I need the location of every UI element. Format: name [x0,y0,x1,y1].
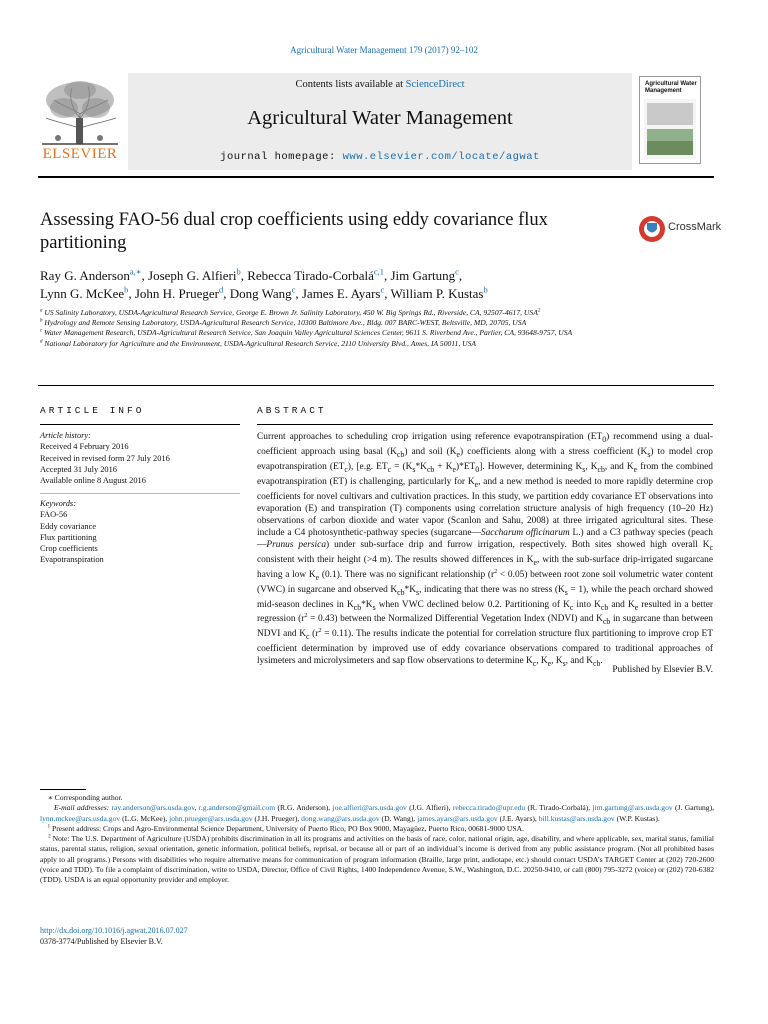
email-link[interactable]: r.g.anderson@gmail.com [198,803,276,813]
journal-reference-link[interactable]: Agricultural Water Management 179 (2017) 92–102 [290,45,478,55]
email-link[interactable]: james.ayars@ars.usda.gov [417,813,498,823]
sciencedirect-link[interactable]: ScienceDirect [405,79,465,90]
history-received: Received 4 February 2016 [40,442,129,452]
author-affiliation-sup[interactable]: c [291,284,296,295]
email-link[interactable]: bill.kustas@ars.usda.gov [538,813,615,823]
abstract-publisher-note: Published by Elsevier B.V. [612,665,713,675]
corresponding-footnote: ∗ Corresponding author. [40,793,123,802]
email-owner: (R.G. Anderson), [275,803,333,813]
author-affiliation-sup[interactable]: b [236,266,241,277]
author-name: James E. Ayars [301,286,381,301]
author-name: Dong Wang [229,286,292,301]
affiliation-key: b [40,318,43,324]
email-link[interactable]: john.prueger@ars.usda.gov [169,813,253,823]
homepage-prefix: journal homepage: [220,151,343,163]
article-history [40,430,240,486]
history-online: Available online 8 August 2016 [40,476,146,486]
email-label: E-mail addresses: [53,803,110,813]
email-separator: , [194,803,199,813]
affiliation-b [40,318,640,328]
email-link[interactable]: jim.gartung@ars.usda.gov [592,803,673,813]
author-affiliation-sup[interactable]: c [455,266,459,277]
email-owner: (J.H. Prueger), [252,813,302,823]
footnotes [40,793,714,886]
keywords-label: Keywords: [40,499,76,508]
corresponding-text: Corresponding author. [54,793,123,802]
email-link[interactable]: ray.anderson@ars.usda.gov [111,803,195,813]
email-link[interactable]: dong.wang@ars.usda.gov [301,813,380,823]
email-owner: (D. Wang), [379,813,418,823]
email-owner: (R. Tirado-Corbalá), [525,803,593,813]
abstract-body: Current approaches to scheduling crop irrigation using reference evapotranspiration $(ET_0)$ recommend using a dual-coefficient approach using basal $(K_{cb})$ and soil $(K_e)$ coefficients along with a stress coefficient $(K_s)$ to model crop evapotranspiration $(ET_c)$, [e.g. $ET_c = (K_s*K_{cb} + K_e)*ET_0$]. However, determining $K_s$, $K_{cb}$, and $K_e$ from the combined evapotranspiration (ET) is challenging, particularly for $K_e$, and a new method is needed to more rapidly determine crop coefficients for novel cultivars and cultivation practices. In this study, we partition eddy covariance ET observations into evaporation (E) and transpiration (T) components using correlation structure analysis of high frequency (10–20 Hz) observations of carbon dioxide and water vapor (Scanlon and Sahu, 2008) at three irrigated agricultural sites. These include a C4 photosynthetic-pathway species (sugarcane—Saccharum officinarum L.) and a C3 pathway species (peach—Prunus persica) under sub-surface drip and furrow irrigation, respectively. Both sites showed high overall $K_c$ consistent with their height (>4 m). The results showed differences in $K_e$, with the sub-surface drip-irrigated sugarcane having a low $K_e$ (0.1). There was no significant relationship $(r^2 < 0.05)$ between root zone soil volumetric water content (VWC) in sugarcane and observed $K_{cb}*K_s$, indicating that there was no stress $(K_s = 1)$, while the peach orchard showed mid-season declines in $K_{cb}*K_s$ when VWC declined below 0.2. Partitioning of $K_c$ into $K_{cb}$ and $K_e$ resulted in a better regression $(r^2 = 0.43)$ between the Normalized Differential Vegetation Index (NDVI) and $K_{cb}$ in sugarcane than between NDVI and $K_c$ $(r^2 = 0.11)$. The results indicate the potential for correlation structure flux partitioning to improve crop ET coefficient determination by improved use of eddy covariance observations compared to traditional approaches of lysimeters and microlysimeters and sap flow observations to determine $K_c$, $K_e$, $K_s$, and $K_{cb}$. [257,432,714,669]
author-affiliation-sup[interactable]: b [483,284,488,295]
author-name: Rebecca Tirado-Corbalá [247,268,374,283]
author-line-2: Lynn G. McKee$^b$, John H. Prueger$^d$, Dong Wang$^c$, James E. Ayars$^c$, William P. Kustas$^b$ [40,284,488,301]
email-owner: (J.E. Ayars), [497,813,539,823]
author-affiliation-sup[interactable]: c,1 [373,266,384,277]
author-name: Jim Gartung [390,268,456,283]
email-owner: (W.P. Kustas). [614,813,660,823]
crossmark-label[interactable]: CrossMark [668,221,722,233]
cover-artwork [644,99,696,159]
issn-line: 0378-3774/Published by Elsevier B.V. [40,937,163,946]
affiliation-text: National Laboratory for Agriculture and the Environment, USDA-Agricultural Research Service, 2110 University Blvd., Ames, IA 50011, USA [44,338,477,348]
email-link[interactable]: joe.alfieri@ars.usda.gov [332,803,407,813]
footnote-2-text: Note: The U.S. Department of Agriculture (USDA) prohibits discrimination in all its programs and activities on the basis of race, color, national origin, age, disability, and where applicable, sex, marital status, familial status, parental status, religion, sexual orientation, genetic information, political beliefs, reprisal, or because all or part of an individual’s income is derived from any public assistance program. (Not all prohibited bases apply to all programs.) Persons with disabilities who require alternative means for communication of program information (Braille, large print, audiotape, etc.) should contact USDA’s TARGET Center at (202) 720-2600 (voice and TDD). To file a complaint of discrimination, write to USDA, Director, Office of Civil Rights, 1400 Independence Avenue, S.W., Washington, D.C. 20250-9410, or call (800) 795-3272 (voice) or (202) 720-6382 (TDD). USDA is an equal opportunity provider and employer. [40,834,715,885]
affiliation-key: d [40,339,43,345]
header-rule [38,176,714,178]
history-label: Article history: [40,431,91,440]
keywords [40,498,240,566]
author-affiliation-sup[interactable]: d [218,284,224,295]
author-name: Ray G. Anderson [40,268,130,283]
author-affiliation-sup[interactable]: a,∗ [129,266,142,277]
journal-header-banner [128,73,632,170]
history-revised: Received in revised form 27 July 2016 [40,453,170,463]
footnote-1-text: Present address: Crops and Agro-Environmental Science Department, University of Puerto Rico, PO Box 9000, Mayagüez, Puerto Rico, 00681-9000 USA. [51,823,524,833]
email-owner: (J.G. Alfieri), [406,803,453,813]
author-name: John H. Prueger [134,286,219,301]
email-owner: (L.G. McKee), [120,813,170,823]
affiliation-list [40,308,640,349]
elsevier-wordmark: ELSEVIER [42,146,118,162]
author-name: William P. Kustas [390,286,484,301]
footnote-rule [40,789,86,790]
affiliation-note-sup: 2 [537,308,541,314]
affiliation-text: US Salinity Laboratory, USDA-Agricultural Research Service, George E. Brown Jr. Salinity Laboratory, 450 W. Big Springs Rd., Riverside, CA, 92507-4617, USA [44,308,538,317]
article-title: Assessing FAO-56 dual crop coefficients using eddy covariance flux partitioning [40,210,548,253]
journal-cover-thumbnail[interactable] [639,76,701,164]
journal-title: Agricultural Water Management [247,107,513,129]
homepage-link[interactable]: www.elsevier.com/locate/agwat [342,151,540,163]
section-rule [38,385,714,386]
author-line-1: Ray G. Anderson$^{a,∗}$, Joseph G. Alfieri$^b$, Rebecca Tirado-Corbalá$^{c,1}$, Jim Gartung$^c$, [40,266,463,283]
keyword: FAO-56 [40,510,68,520]
author-name: Joseph G. Alfieri [148,268,237,283]
email-footnote [40,803,714,824]
email-link[interactable]: rebecca.tirado@upr.edu [452,803,526,813]
contents-prefix: Contents lists available at [295,79,406,90]
author-affiliation-sup[interactable]: c [380,284,385,295]
cover-title: Agricultural Water Management [645,81,697,94]
affiliation-key: a [40,308,43,314]
affiliation-text: Water Management Research, USDA-Agricultural Research Service, San Joaquin Valley Agricultural Sciences Center, 9611 S. Riverbend Ave., Parlier, CA, 93648-9757, USA [44,328,573,338]
footnote-2: $^2$ Note: The U.S. Department of Agriculture (USDA) prohibits discrimination in all its programs and activities on the basis of race, color, national origin, age, disability, and where applicable, sex, marital status, familial status, parental status, religion, sexual orientation, genetic information, political beliefs, reprisal, or because all or part of an individual’s income is derived from any public assistance program. (Not all prohibited bases apply to all programs.) Persons with disabilities who require alternative means for communication of program information (Braille, large print, audiotape, etc.) should contact USDA’s TARGET Center at (202) 720-2600 (voice and TDD). To file a complaint of discrimination, write to USDA, Director, Office of Civil Rights, 1400 Independence Avenue, S.W., Washington, D.C. 20250-9410, or call (800) 795-3272 (voice) or (202) 720-6382 (TDD). USDA is an equal opportunity provider and employer. [40,834,715,885]
article-info-rule [40,424,240,425]
abstract-heading: ABSTRACT [257,405,327,416]
abstract-rule [257,424,713,425]
history-accepted: Accepted 31 July 2016 [40,464,117,474]
keyword: Crop coefficients [40,544,98,554]
affiliation-text: Hydrology and Remote Sensing Laboratory, USDA-Agricultural Research Service, 10300 Baltimore Ave., Bldg. 007 BARC-WEST, Beltsville, MD, 20705, USA [44,318,527,328]
article-info-heading: ARTICLE INFO [40,405,145,416]
contents-availability [128,79,632,90]
keyword: Evapotranspiration [40,555,104,565]
keywords-rule [40,493,240,494]
affiliation-key: c [40,328,43,334]
email-owner: (J. Gartung), [672,803,715,813]
footnote-1: $^1$ Present address: Crops and Agro-Environmental Science Department, University of Puerto Rico, PO Box 9000, Mayagüez, Puerto Rico, 00681-9000 USA. [47,823,524,833]
affiliation-d [40,339,640,349]
email-link[interactable]: lynn.mckee@ars.usda.gov [40,813,121,823]
keyword: Flux partitioning [40,532,97,542]
author-name: Lynn G. McKee [40,286,125,301]
journal-homepage [128,151,632,163]
affiliation-a [40,308,640,318]
affiliation-c [40,328,640,338]
author-list [40,267,680,303]
doi-link[interactable]: http://dx.doi.org/10.1016/j.agwat.2016.07.027 [40,926,188,935]
keyword: Eddy covariance [40,521,97,531]
author-affiliation-sup[interactable]: b [124,284,129,295]
